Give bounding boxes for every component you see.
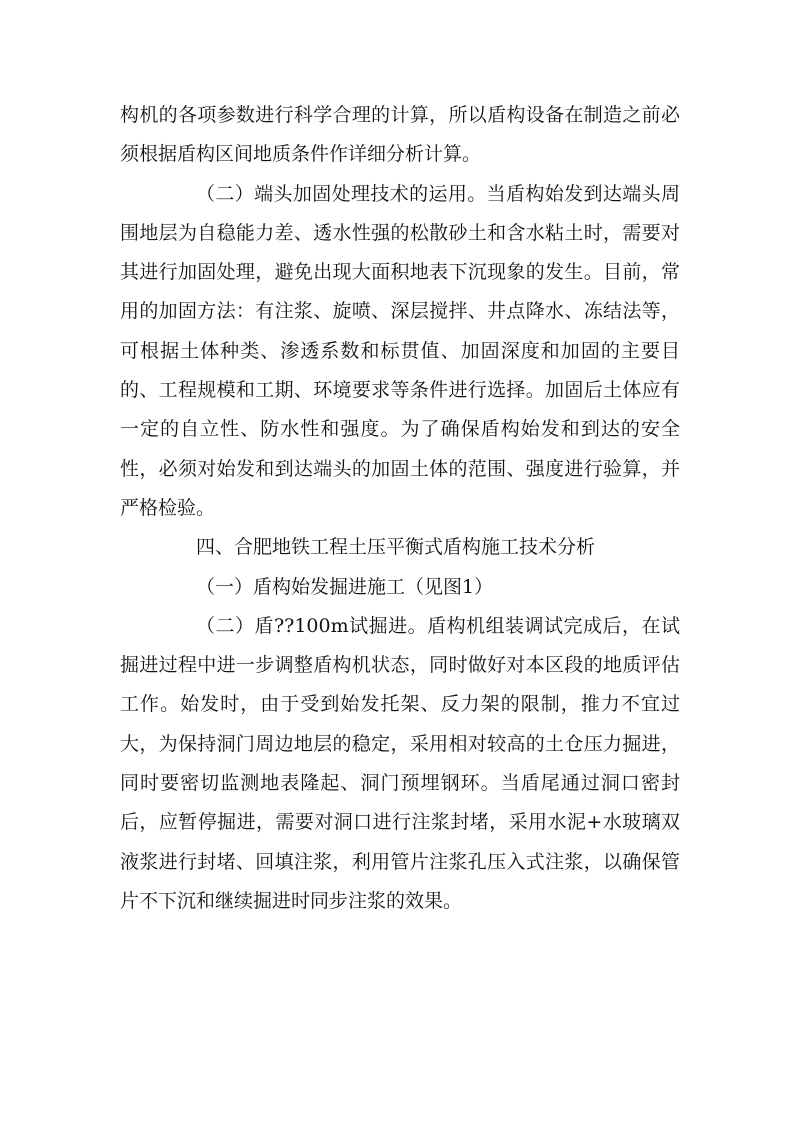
paragraph-end-reinforcement: （二）端头加固处理技术的运用。当盾构始发到达端头周围地层为自稳能力差、透水性强的松散砂土和含水粘土时，需要对其进行加固处理，避免出现大面积地表下沉现象的发生。目前，常用的加固方法：有注浆、旋喷、深层搅拌、井点降水、冻结法等，可根据土体种类、渗透系数和标贯值、加固深度和加固的主要目的、工程规模和工期、环境要求等条件进行选择。加固后土体应有一定的自立性、防水性和强度。为了确保盾构始发和到达的安全性，必须对始发和到达端头的加固土体的范围、强度进行验算，并严格检验。 [120, 182, 680, 519]
subheading-shield-launch: （一）盾构始发掘进施工（见图1） [196, 575, 494, 598]
document-body [120, 96, 680, 921]
paragraph-trial-excavation: （二）盾??100m试掘进。盾构机组装调试完成后，在试掘进过程中进一步调整盾构机状态，同时做好对本区段的地质评估工作。始发时，由于受到始发托架、反力架的限制，推力不宜过大，为保持洞门周边地层的稳定，采用相对较高的土仓压力掘进，同时要密切监测地表隆起、洞门预埋钢环。当盾尾通过洞口密封后，应暂停掘进，需要对洞口进行注浆封堵，采用水泥+水玻璃双液浆进行封堵、回填注浆，利用管片注浆孔压入式注浆，以确保管片不下沉和继续掘进时同步注浆的效果。 [120, 614, 680, 912]
section-heading-four: 四、合肥地铁工程土压平衡式盾构施工技术分析 [196, 536, 596, 559]
paragraph-continuation: 构机的各项参数进行科学合理的计算，所以盾构设备在制造之前必须根据盾构区间地质条件作详细分析计算。 [120, 104, 680, 166]
